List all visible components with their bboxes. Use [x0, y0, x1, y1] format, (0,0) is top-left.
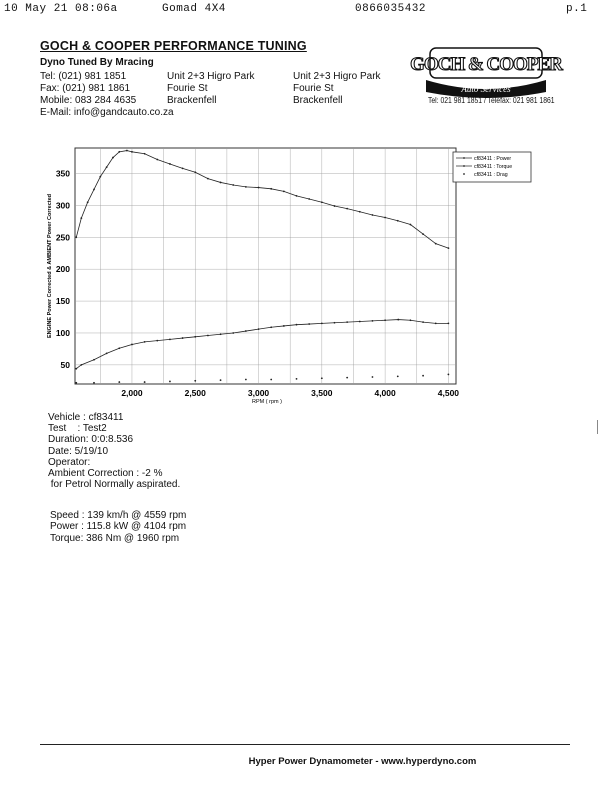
y-tick-label: 50	[60, 359, 70, 370]
data-point	[194, 171, 196, 173]
footer	[0, 756, 605, 767]
data-point	[397, 220, 399, 222]
data-point	[144, 153, 146, 155]
x-tick-label: 4,000	[374, 388, 396, 398]
data-point	[270, 379, 272, 381]
contact-email: E-Mail: info@gandcauto.co.za	[40, 107, 174, 118]
date-text: Date: 5/19/10	[48, 445, 109, 457]
data-point	[422, 233, 424, 235]
y-tick-label: 300	[55, 200, 70, 211]
data-point	[220, 379, 222, 381]
fuel-text: for Petrol Normally aspirated.	[48, 479, 181, 491]
x-tick-label: 2,500	[184, 388, 206, 398]
data-point	[283, 325, 285, 327]
fax-page: p.1	[566, 3, 588, 15]
data-point	[194, 336, 196, 338]
data-point	[245, 330, 247, 332]
data-point	[87, 201, 89, 203]
address-block-1	[167, 71, 255, 107]
contact-fax: Fax: (021) 981 1861	[40, 83, 131, 94]
y-axis-label: ENGINE Power Corrected & AMBIENT Power Corrected	[47, 193, 53, 339]
fax-number: 0866035432	[355, 3, 427, 15]
footer-text: Hyper Power Dynamometer - www.hyperdyno.com	[248, 756, 477, 767]
data-point	[359, 321, 361, 323]
data-point	[75, 382, 77, 384]
torque-result: Torque: 386 Nm @ 1960 rpm	[50, 532, 180, 544]
fax-date: 10 May 21 08:06a	[4, 3, 118, 15]
series-power	[75, 319, 449, 370]
address-2-line-1: Unit 2+3 Higro Park	[293, 71, 381, 82]
series-torque	[75, 150, 449, 249]
legend-marker	[463, 165, 465, 167]
grid-lines	[75, 148, 456, 384]
power-result: Power : 115.8 kW @ 4104 rpm	[50, 521, 187, 533]
data-point	[397, 319, 399, 321]
data-point	[156, 159, 158, 161]
chart-legend	[453, 152, 531, 182]
data-point	[144, 341, 146, 343]
logo-tagline: Auto Services	[461, 84, 511, 94]
address-block-2	[293, 71, 381, 107]
address-1-line-3: Brackenfell	[167, 95, 217, 106]
y-tick-label: 250	[55, 232, 70, 243]
x-axis-ticks	[121, 388, 459, 398]
data-point	[93, 359, 95, 361]
legend-label: cf83411 : Torque	[474, 164, 513, 170]
address-2-line-3: Brackenfell	[293, 95, 343, 106]
data-point	[346, 208, 348, 210]
results-block	[50, 510, 186, 544]
data-point	[258, 328, 260, 330]
data-point	[448, 374, 450, 376]
data-point	[334, 205, 336, 207]
data-point	[296, 324, 298, 326]
data-point	[144, 381, 146, 383]
address-1-line-2: Fourie St	[167, 83, 208, 94]
operator-text: Operator:	[48, 456, 91, 468]
data-point	[220, 182, 222, 184]
x-tick-label: 3,000	[247, 388, 270, 398]
address-2-line-2: Fourie St	[293, 83, 334, 94]
data-point	[422, 321, 424, 323]
fax-sender: Gomad 4X4	[162, 3, 226, 15]
series-drag	[75, 374, 449, 384]
data-point	[308, 323, 310, 325]
legend-label: cf83411 : Power	[474, 156, 512, 162]
company-subtitle: Dyno Tuned By Mracing	[40, 57, 154, 68]
data-point	[232, 332, 234, 334]
data-point	[232, 184, 234, 186]
data-point	[435, 243, 437, 245]
data-point	[131, 344, 133, 346]
data-point	[258, 187, 260, 189]
data-point	[346, 377, 348, 379]
data-point	[75, 368, 77, 370]
data-point	[270, 326, 272, 328]
speed-result: Speed : 139 km/h @ 4559 rpm	[50, 510, 187, 521]
data-point	[131, 151, 133, 153]
y-tick-label: 100	[55, 327, 70, 338]
data-point	[410, 224, 412, 226]
test-info-block	[48, 412, 180, 490]
data-point	[93, 382, 95, 384]
data-point	[296, 378, 298, 380]
data-point	[448, 323, 450, 325]
data-point	[207, 335, 209, 337]
contact-mobile: Mobile: 083 284 4635	[40, 95, 137, 106]
data-point	[169, 338, 171, 340]
data-point	[321, 323, 323, 325]
series-layer	[75, 150, 449, 384]
data-point	[296, 195, 298, 197]
data-point	[80, 364, 82, 366]
data-point	[410, 319, 412, 321]
data-point	[334, 322, 336, 324]
data-point	[106, 352, 108, 354]
data-point	[118, 347, 120, 349]
data-point	[106, 166, 108, 168]
address-1-line-1: Unit 2+3 Higro Park	[167, 71, 255, 82]
legend-marker	[463, 157, 465, 159]
data-point	[372, 214, 374, 216]
data-point	[372, 320, 374, 322]
data-point	[118, 151, 120, 153]
data-point	[80, 217, 82, 219]
contact-block	[40, 71, 174, 119]
data-point	[99, 176, 101, 178]
data-point	[346, 321, 348, 323]
data-point	[156, 340, 158, 342]
data-point	[372, 376, 374, 378]
data-point	[207, 178, 209, 180]
data-point	[75, 236, 77, 238]
data-point	[270, 188, 272, 190]
data-point	[182, 168, 184, 170]
x-tick-label: 4,500	[437, 388, 460, 398]
y-tick-label: 350	[55, 168, 70, 179]
data-point	[422, 375, 424, 377]
data-point	[93, 189, 95, 191]
y-tick-label: 200	[55, 264, 70, 275]
data-point	[112, 157, 114, 159]
footer-divider	[40, 744, 570, 745]
data-point	[448, 247, 450, 249]
logo-name: GOCH & COOPER	[410, 54, 562, 75]
data-point	[359, 211, 361, 213]
data-point	[384, 217, 386, 219]
scan-edge-mark	[597, 420, 604, 434]
data-point	[220, 333, 222, 335]
legend-marker	[463, 173, 465, 175]
data-point	[321, 201, 323, 203]
x-tick-label: 2,000	[121, 388, 143, 398]
x-axis-label: RPM ( rpm )	[252, 399, 282, 405]
data-point	[397, 375, 399, 377]
data-point	[245, 186, 247, 188]
data-point	[194, 380, 196, 382]
data-point	[169, 381, 171, 383]
data-point	[321, 377, 323, 379]
data-point	[126, 150, 128, 152]
duration-text: Duration: 0:0:8.536	[48, 434, 134, 446]
contact-tel: Tel: (021) 981 1851	[40, 71, 127, 82]
company-title: GOCH & COOPER PERFORMANCE TUNING	[40, 39, 307, 53]
data-point	[308, 198, 310, 200]
y-tick-label: 150	[55, 296, 70, 307]
vehicle-text: Vehicle : cf83411	[48, 412, 124, 423]
dyno-chart	[40, 140, 540, 410]
ambient-text: Ambient Correction : -2 %	[48, 468, 163, 480]
test-text: Test : Test2	[48, 423, 107, 435]
x-tick-label: 3,500	[311, 388, 333, 398]
data-point	[118, 381, 120, 383]
data-point	[169, 163, 171, 165]
data-point	[384, 319, 386, 321]
data-point	[435, 323, 437, 325]
data-point	[283, 190, 285, 192]
data-point	[245, 379, 247, 381]
y-axis-ticks	[56, 169, 70, 370]
legend-label: cf83411 : Drag	[474, 172, 508, 178]
logo-tel-line: Tel: 021 981 1851 / Telefax: 021 981 1861	[428, 96, 555, 105]
data-point	[182, 337, 184, 339]
